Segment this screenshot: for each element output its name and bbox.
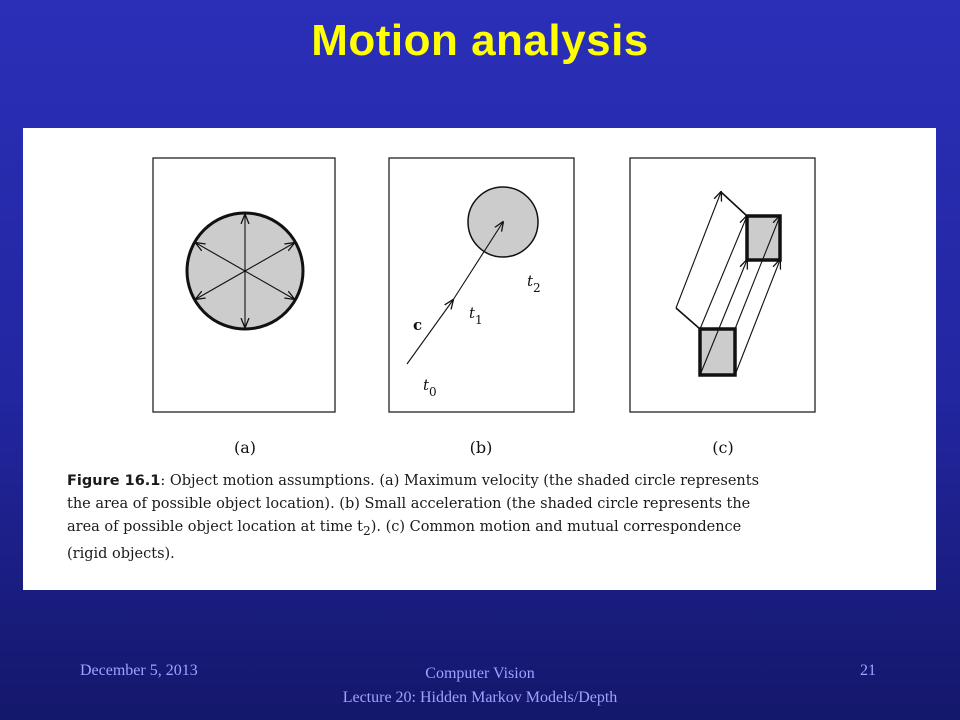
time-label-0: t	[423, 376, 430, 394]
caption-line-3: area of possible object location at time t	[67, 519, 363, 535]
svg-text:t2: $t_2$	[527, 272, 541, 295]
figure-panel	[23, 128, 936, 590]
caption-line-3-end: ). (c) Common motion and mutual correspondence	[370, 519, 742, 535]
object-outline	[676, 192, 747, 329]
diagram-b	[389, 158, 574, 412]
diagram-c	[630, 158, 815, 412]
page-number: 21	[860, 662, 876, 679]
footer-date: December 5, 2013	[80, 662, 198, 679]
figure-caption	[67, 470, 917, 566]
panel-label-a: (a)	[233, 438, 257, 457]
footer-course-info	[300, 662, 660, 710]
caption-line-2: the area of possible object location). (b) Small acceleration (the shaded circle represents the	[67, 496, 751, 512]
footer-course: Computer Vision	[425, 665, 535, 682]
caption-line-1: : Object motion assumptions. (a) Maximum velocity (the shaded circle represents	[160, 473, 760, 489]
time-label-1: t	[469, 304, 476, 322]
panel-label-c: (c)	[712, 438, 734, 457]
svg-text:t0: $t_0$	[423, 376, 437, 399]
diagram-a	[153, 158, 335, 412]
footer-lecture: Lecture 20: Hidden Markov Models/Depth	[342, 689, 618, 706]
svg-text:t1: $t_1$	[469, 304, 483, 327]
caption-figure-label: Figure 16.1	[67, 473, 161, 489]
vector-label: c	[413, 316, 423, 334]
rigid-object-start	[700, 329, 735, 375]
caption-line-4: (rigid objects).	[67, 545, 175, 562]
rigid-object-end	[747, 216, 780, 260]
panel-label-b: (b)	[469, 438, 493, 457]
time-label-2: t	[527, 272, 534, 290]
caption-line-3-subscript: 2	[363, 523, 371, 538]
slide-title: Motion analysis	[311, 16, 649, 65]
